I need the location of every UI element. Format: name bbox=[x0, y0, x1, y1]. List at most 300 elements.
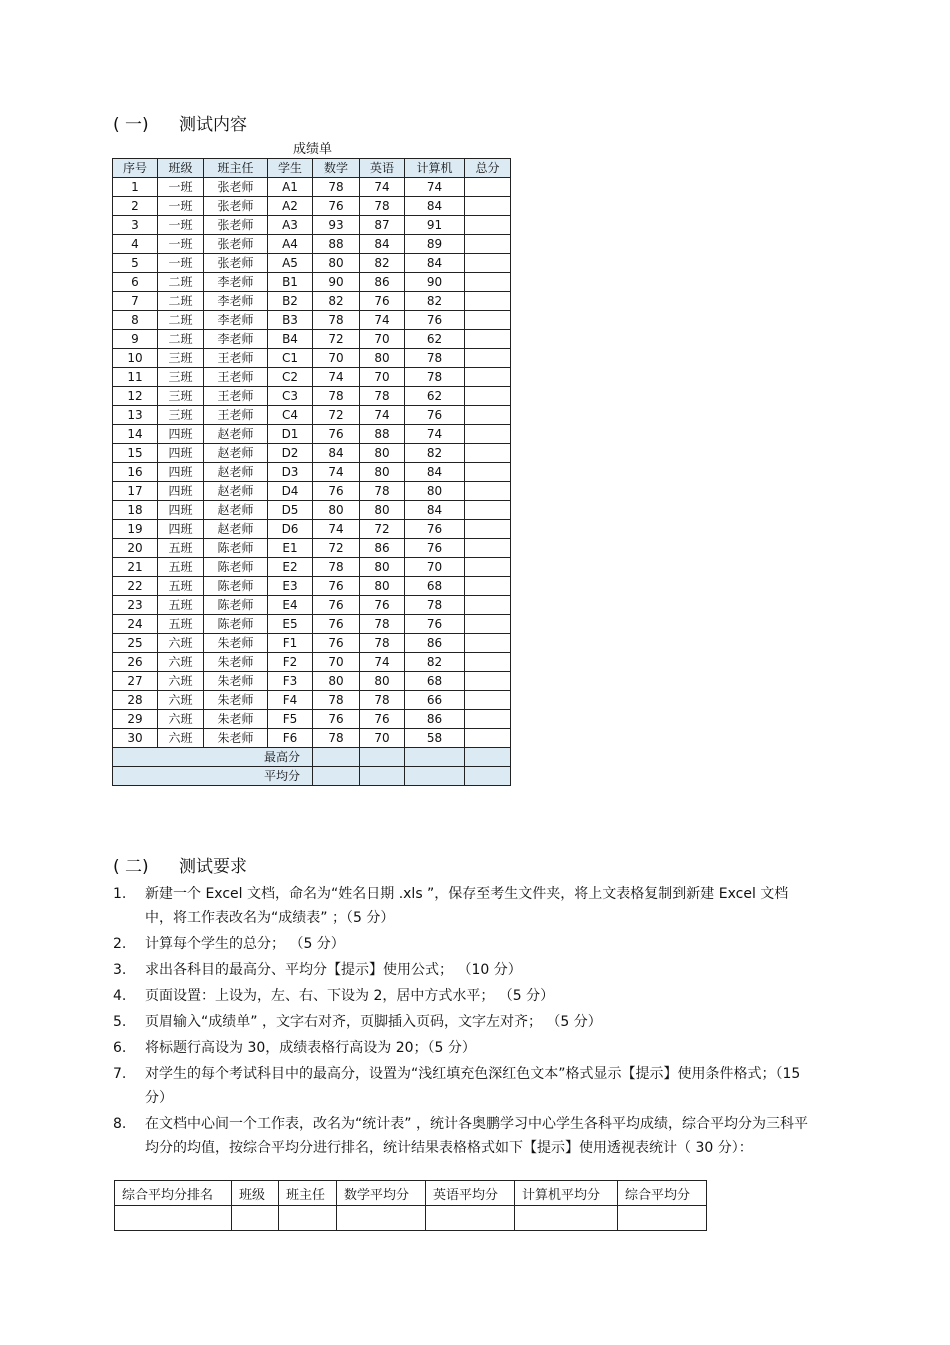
table-cell: A2 bbox=[268, 197, 313, 216]
table-cell bbox=[465, 539, 511, 558]
section-2-title: 测试要求 bbox=[179, 857, 247, 877]
requirement-index: 2. bbox=[113, 936, 127, 952]
summary-cell bbox=[313, 748, 360, 767]
table-cell: E3 bbox=[268, 577, 313, 596]
table-cell: 三班 bbox=[158, 387, 204, 406]
table-row bbox=[113, 349, 511, 368]
table-cell: 二班 bbox=[158, 273, 204, 292]
summary-cell bbox=[360, 748, 405, 767]
table-cell: 3 bbox=[113, 216, 158, 235]
table-cell: 84 bbox=[405, 501, 465, 520]
table-cell: 78 bbox=[313, 558, 360, 577]
requirement-index: 5. bbox=[113, 1014, 127, 1030]
table-cell: 74 bbox=[313, 463, 360, 482]
table-cell: A1 bbox=[268, 178, 313, 197]
table-row bbox=[113, 330, 511, 349]
table-cell: 74 bbox=[360, 311, 405, 330]
table-cell bbox=[465, 577, 511, 596]
table-row bbox=[113, 672, 511, 691]
table-cell: 17 bbox=[113, 482, 158, 501]
table-row bbox=[113, 292, 511, 311]
stat-empty-cell bbox=[515, 1206, 618, 1231]
table-cell: 76 bbox=[405, 406, 465, 425]
table-cell: 78 bbox=[405, 349, 465, 368]
column-header: 计算机 bbox=[405, 159, 465, 178]
table-cell: 陈老师 bbox=[204, 615, 268, 634]
table-cell: 23 bbox=[113, 596, 158, 615]
table-cell: 朱老师 bbox=[204, 729, 268, 748]
table-cell: 74 bbox=[360, 406, 405, 425]
table-cell: 78 bbox=[360, 387, 405, 406]
table-cell: 78 bbox=[313, 691, 360, 710]
table-cell: 80 bbox=[360, 463, 405, 482]
table-cell: 78 bbox=[405, 596, 465, 615]
table-cell: 76 bbox=[313, 615, 360, 634]
table-cell: 78 bbox=[313, 311, 360, 330]
table-cell bbox=[465, 330, 511, 349]
table-cell: 72 bbox=[313, 406, 360, 425]
table-cell: 70 bbox=[405, 558, 465, 577]
table-cell: 68 bbox=[405, 577, 465, 596]
table-cell: 15 bbox=[113, 444, 158, 463]
table-cell bbox=[465, 729, 511, 748]
table-cell: 26 bbox=[113, 653, 158, 672]
table-row bbox=[113, 558, 511, 577]
table-cell: 五班 bbox=[158, 558, 204, 577]
table-cell bbox=[465, 368, 511, 387]
table-row bbox=[113, 197, 511, 216]
table-cell: 28 bbox=[113, 691, 158, 710]
table-cell: 80 bbox=[313, 254, 360, 273]
table-cell: 70 bbox=[313, 653, 360, 672]
table-cell: 86 bbox=[405, 710, 465, 729]
table-cell: 91 bbox=[405, 216, 465, 235]
table-cell: 80 bbox=[360, 349, 405, 368]
table-cell: D5 bbox=[268, 501, 313, 520]
table-cell: 6 bbox=[113, 273, 158, 292]
table-cell: 74 bbox=[313, 520, 360, 539]
table-cell: 90 bbox=[405, 273, 465, 292]
table-cell bbox=[465, 235, 511, 254]
table-cell: C1 bbox=[268, 349, 313, 368]
table-cell: 80 bbox=[313, 672, 360, 691]
stat-empty-cell bbox=[279, 1206, 337, 1231]
table-cell: 7 bbox=[113, 292, 158, 311]
table-cell: 27 bbox=[113, 672, 158, 691]
table-row bbox=[113, 178, 511, 197]
table-cell: 76 bbox=[313, 425, 360, 444]
stat-empty-cell bbox=[232, 1206, 279, 1231]
table-cell bbox=[465, 273, 511, 292]
table-cell: 87 bbox=[360, 216, 405, 235]
table-cell: 10 bbox=[113, 349, 158, 368]
requirement-index: 3. bbox=[113, 962, 127, 978]
table-cell: 84 bbox=[405, 463, 465, 482]
table-cell: 二班 bbox=[158, 330, 204, 349]
table-cell: 76 bbox=[405, 615, 465, 634]
table-row bbox=[113, 311, 511, 330]
score-table-header-row bbox=[113, 159, 511, 178]
table-cell: 五班 bbox=[158, 577, 204, 596]
table-cell bbox=[465, 178, 511, 197]
table-row bbox=[113, 520, 511, 539]
table-cell: 78 bbox=[360, 197, 405, 216]
table-cell bbox=[465, 197, 511, 216]
table-cell: F5 bbox=[268, 710, 313, 729]
requirement-text: 求出各科目的最高分、平均分【提示】使用公式； （10 分） bbox=[145, 962, 522, 978]
table-cell: 86 bbox=[360, 539, 405, 558]
table-cell: A4 bbox=[268, 235, 313, 254]
table-cell: 20 bbox=[113, 539, 158, 558]
column-header: 数学 bbox=[313, 159, 360, 178]
summary-cell bbox=[465, 767, 511, 786]
table-cell bbox=[465, 615, 511, 634]
table-cell: 80 bbox=[360, 444, 405, 463]
table-row bbox=[113, 273, 511, 292]
table-row bbox=[113, 710, 511, 729]
table-cell bbox=[465, 520, 511, 539]
requirements-list bbox=[113, 882, 813, 1162]
table-cell: 25 bbox=[113, 634, 158, 653]
summary-cell bbox=[313, 767, 360, 786]
table-cell: 19 bbox=[113, 520, 158, 539]
table-cell bbox=[465, 596, 511, 615]
table-cell: 84 bbox=[313, 444, 360, 463]
table-cell: 86 bbox=[405, 634, 465, 653]
summary-cell bbox=[405, 748, 465, 767]
table-cell: 五班 bbox=[158, 615, 204, 634]
table-cell: 李老师 bbox=[204, 330, 268, 349]
requirement-item bbox=[113, 932, 813, 956]
table-cell: 76 bbox=[313, 577, 360, 596]
table-cell: D4 bbox=[268, 482, 313, 501]
table-cell: 朱老师 bbox=[204, 691, 268, 710]
table-cell: F6 bbox=[268, 729, 313, 748]
table-cell: 84 bbox=[360, 235, 405, 254]
table-cell: C3 bbox=[268, 387, 313, 406]
table-cell: 68 bbox=[405, 672, 465, 691]
table-cell: E2 bbox=[268, 558, 313, 577]
requirement-index: 1. bbox=[113, 886, 127, 902]
table-cell: 六班 bbox=[158, 691, 204, 710]
table-cell: 78 bbox=[313, 729, 360, 748]
table-cell: 四班 bbox=[158, 463, 204, 482]
requirement-text: 计算每个学生的总分； （5 分） bbox=[145, 936, 345, 952]
requirement-index: 7. bbox=[113, 1066, 127, 1082]
table-cell: 74 bbox=[405, 425, 465, 444]
table-cell: 90 bbox=[313, 273, 360, 292]
table-row bbox=[113, 691, 511, 710]
table-cell: C4 bbox=[268, 406, 313, 425]
column-header: 班主任 bbox=[204, 159, 268, 178]
table-cell: 赵老师 bbox=[204, 425, 268, 444]
table-cell: 78 bbox=[360, 634, 405, 653]
table-cell: E5 bbox=[268, 615, 313, 634]
table-cell: 86 bbox=[360, 273, 405, 292]
table-cell: 78 bbox=[405, 368, 465, 387]
table-cell: 一班 bbox=[158, 216, 204, 235]
table-cell: 18 bbox=[113, 501, 158, 520]
requirement-text: 将标题行高设为 30，成绩表格行高设为 20；（5 分） bbox=[145, 1040, 476, 1056]
table-cell: 76 bbox=[313, 596, 360, 615]
table-cell: 30 bbox=[113, 729, 158, 748]
table-row bbox=[113, 235, 511, 254]
summary-cell bbox=[405, 767, 465, 786]
table-cell: 四班 bbox=[158, 425, 204, 444]
table-cell: 六班 bbox=[158, 729, 204, 748]
table-cell: D2 bbox=[268, 444, 313, 463]
table-row bbox=[113, 387, 511, 406]
table-cell: 70 bbox=[313, 349, 360, 368]
table-cell: 80 bbox=[360, 501, 405, 520]
table-cell: 93 bbox=[313, 216, 360, 235]
summary-label: 最高分 bbox=[113, 748, 313, 767]
requirement-text: 页面设置：上设为，左、右、下设为 2，居中方式水平； （5 分） bbox=[145, 988, 555, 1004]
table-cell: 陈老师 bbox=[204, 596, 268, 615]
table-cell: 陈老师 bbox=[204, 577, 268, 596]
table-cell: 24 bbox=[113, 615, 158, 634]
table-cell: E1 bbox=[268, 539, 313, 558]
table-cell: 78 bbox=[360, 482, 405, 501]
requirement-text: 对学生的每个考试科目中的最高分，设置为“浅红填充色深红色文本”格式显示【提示】使用条件格式；（15 分） bbox=[145, 1066, 801, 1106]
table-row bbox=[113, 596, 511, 615]
table-cell: 76 bbox=[313, 197, 360, 216]
stat-empty-cell bbox=[337, 1206, 426, 1231]
table-row bbox=[113, 653, 511, 672]
table-cell: A3 bbox=[268, 216, 313, 235]
table-cell: 赵老师 bbox=[204, 444, 268, 463]
table-cell: 82 bbox=[405, 653, 465, 672]
table-cell: 五班 bbox=[158, 596, 204, 615]
table-cell bbox=[465, 292, 511, 311]
table-cell: B2 bbox=[268, 292, 313, 311]
table-cell: 赵老师 bbox=[204, 463, 268, 482]
table-cell: 76 bbox=[313, 482, 360, 501]
requirement-item bbox=[113, 984, 813, 1008]
table-cell: 82 bbox=[405, 292, 465, 311]
table-cell: 80 bbox=[405, 482, 465, 501]
table-cell: 74 bbox=[360, 653, 405, 672]
table-cell: 四班 bbox=[158, 444, 204, 463]
summary-cell bbox=[360, 767, 405, 786]
table-cell: 80 bbox=[360, 558, 405, 577]
table-cell: 张老师 bbox=[204, 197, 268, 216]
table-cell: 1 bbox=[113, 178, 158, 197]
requirement-index: 4. bbox=[113, 988, 127, 1004]
table-cell: 一班 bbox=[158, 235, 204, 254]
table-cell bbox=[465, 311, 511, 330]
table-cell: 80 bbox=[360, 577, 405, 596]
table-cell: 82 bbox=[313, 292, 360, 311]
requirement-index: 8. bbox=[113, 1116, 127, 1132]
table-cell bbox=[465, 501, 511, 520]
table-cell: 29 bbox=[113, 710, 158, 729]
table-cell: B1 bbox=[268, 273, 313, 292]
table-cell bbox=[465, 444, 511, 463]
table-cell: 66 bbox=[405, 691, 465, 710]
table-row bbox=[113, 216, 511, 235]
table-row bbox=[113, 482, 511, 501]
table-cell: 70 bbox=[360, 368, 405, 387]
table-row bbox=[113, 444, 511, 463]
stat-table bbox=[114, 1180, 707, 1231]
table-cell: 72 bbox=[313, 539, 360, 558]
table-cell: 58 bbox=[405, 729, 465, 748]
column-header: 序号 bbox=[113, 159, 158, 178]
table-cell: 13 bbox=[113, 406, 158, 425]
table-cell: 张老师 bbox=[204, 178, 268, 197]
section-1-number: ( 一) bbox=[113, 115, 149, 135]
section-2-heading bbox=[113, 852, 247, 877]
table-cell: 五班 bbox=[158, 539, 204, 558]
stat-column-header: 班级 bbox=[232, 1181, 279, 1206]
table-cell: 三班 bbox=[158, 406, 204, 425]
table-cell: 8 bbox=[113, 311, 158, 330]
table-cell: 76 bbox=[313, 634, 360, 653]
table-cell: 78 bbox=[360, 615, 405, 634]
table-cell: 4 bbox=[113, 235, 158, 254]
table-cell: 一班 bbox=[158, 178, 204, 197]
table-row bbox=[113, 463, 511, 482]
table-cell: 二班 bbox=[158, 292, 204, 311]
stat-table-header-row bbox=[115, 1181, 707, 1206]
table-row bbox=[113, 577, 511, 596]
table-cell: A5 bbox=[268, 254, 313, 273]
requirement-text: 页眉输入“成绩单” ，文字右对齐，页脚插入页码，文字左对齐； （5 分） bbox=[145, 1014, 602, 1030]
stat-empty-cell bbox=[426, 1206, 515, 1231]
table-cell: 70 bbox=[360, 330, 405, 349]
column-header: 英语 bbox=[360, 159, 405, 178]
table-cell: 72 bbox=[360, 520, 405, 539]
table-cell: 王老师 bbox=[204, 349, 268, 368]
stat-table-empty-row bbox=[115, 1206, 707, 1231]
table-row bbox=[113, 615, 511, 634]
table-cell: 李老师 bbox=[204, 273, 268, 292]
table-cell: D3 bbox=[268, 463, 313, 482]
table-cell: 李老师 bbox=[204, 311, 268, 330]
table-row bbox=[113, 729, 511, 748]
table-cell: 四班 bbox=[158, 520, 204, 539]
table-cell: 张老师 bbox=[204, 254, 268, 273]
table-cell: 70 bbox=[360, 729, 405, 748]
table-cell: C2 bbox=[268, 368, 313, 387]
table-cell: 76 bbox=[360, 596, 405, 615]
requirement-item bbox=[113, 1010, 813, 1034]
table-cell: 四班 bbox=[158, 501, 204, 520]
table-cell: 74 bbox=[405, 178, 465, 197]
table-cell: 三班 bbox=[158, 368, 204, 387]
table-row bbox=[113, 368, 511, 387]
table-cell bbox=[465, 691, 511, 710]
table-cell: 84 bbox=[405, 254, 465, 273]
table-cell: 74 bbox=[313, 368, 360, 387]
table-row bbox=[113, 501, 511, 520]
table-cell: 76 bbox=[360, 710, 405, 729]
table-cell: 陈老师 bbox=[204, 539, 268, 558]
table-row bbox=[113, 634, 511, 653]
table-cell: F4 bbox=[268, 691, 313, 710]
requirement-index: 6. bbox=[113, 1040, 127, 1056]
table-cell: 76 bbox=[405, 539, 465, 558]
table-cell bbox=[465, 349, 511, 368]
table-cell: 76 bbox=[313, 710, 360, 729]
section-1-heading bbox=[113, 110, 247, 135]
table-cell: 62 bbox=[405, 330, 465, 349]
column-header: 学生 bbox=[268, 159, 313, 178]
table-cell: 89 bbox=[405, 235, 465, 254]
table-cell: 88 bbox=[313, 235, 360, 254]
table-cell: 11 bbox=[113, 368, 158, 387]
table-cell: 六班 bbox=[158, 710, 204, 729]
table-cell: 5 bbox=[113, 254, 158, 273]
table-cell bbox=[465, 387, 511, 406]
table-cell bbox=[465, 710, 511, 729]
section-1-title: 测试内容 bbox=[179, 115, 247, 135]
table-cell bbox=[465, 653, 511, 672]
table-cell: 22 bbox=[113, 577, 158, 596]
table-cell: 赵老师 bbox=[204, 482, 268, 501]
table-cell: 王老师 bbox=[204, 368, 268, 387]
summary-row bbox=[113, 767, 511, 786]
table-cell: D6 bbox=[268, 520, 313, 539]
summary-row bbox=[113, 748, 511, 767]
table-cell: 朱老师 bbox=[204, 672, 268, 691]
table-cell: 78 bbox=[313, 387, 360, 406]
summary-cell bbox=[465, 748, 511, 767]
requirement-text: 在文档中心间一个工作表，改名为“统计表” ，统计各奥鹏学习中心学生各科平均成绩，综合平均分为三科平均分的均值，按综合平均分进行排名，统计结果表格格式如下【提示】使用透视表统计（ 30 分）： bbox=[145, 1116, 808, 1156]
table-cell: 78 bbox=[313, 178, 360, 197]
table-cell: 62 bbox=[405, 387, 465, 406]
table-cell: 82 bbox=[360, 254, 405, 273]
table-cell: 四班 bbox=[158, 482, 204, 501]
stat-empty-cell bbox=[618, 1206, 707, 1231]
table-cell: 76 bbox=[360, 292, 405, 311]
table-cell bbox=[465, 254, 511, 273]
table-cell: 一班 bbox=[158, 197, 204, 216]
table-cell: 88 bbox=[360, 425, 405, 444]
table-cell: 76 bbox=[405, 311, 465, 330]
table-cell: 21 bbox=[113, 558, 158, 577]
table-cell bbox=[465, 216, 511, 235]
table-cell: 张老师 bbox=[204, 235, 268, 254]
stat-column-header: 数学平均分 bbox=[337, 1181, 426, 1206]
table-cell: 王老师 bbox=[204, 406, 268, 425]
table-cell: D1 bbox=[268, 425, 313, 444]
stat-column-header: 班主任 bbox=[279, 1181, 337, 1206]
table-cell: 三班 bbox=[158, 349, 204, 368]
requirement-text: 新建一个 Excel 文档，命名为“姓名日期 .xls ”，保存至考生文件夹，将上文表格复制到新建 Excel 文档中，将工作表改名为“成绩表” ；（5 分） bbox=[145, 886, 789, 926]
table-cell: 82 bbox=[405, 444, 465, 463]
table-cell: 76 bbox=[405, 520, 465, 539]
stat-column-header: 综合平均分排名 bbox=[115, 1181, 232, 1206]
table-cell bbox=[465, 406, 511, 425]
table-cell: B4 bbox=[268, 330, 313, 349]
table-cell: 赵老师 bbox=[204, 520, 268, 539]
table-cell: 六班 bbox=[158, 634, 204, 653]
table-cell: F3 bbox=[268, 672, 313, 691]
requirement-item bbox=[113, 1036, 813, 1060]
table-cell bbox=[465, 463, 511, 482]
table-cell bbox=[465, 634, 511, 653]
table-cell: 李老师 bbox=[204, 292, 268, 311]
column-header: 班级 bbox=[158, 159, 204, 178]
table-row bbox=[113, 406, 511, 425]
table-row bbox=[113, 254, 511, 273]
table-cell: 六班 bbox=[158, 672, 204, 691]
table-cell bbox=[465, 672, 511, 691]
summary-label: 平均分 bbox=[113, 767, 313, 786]
table-cell bbox=[465, 425, 511, 444]
